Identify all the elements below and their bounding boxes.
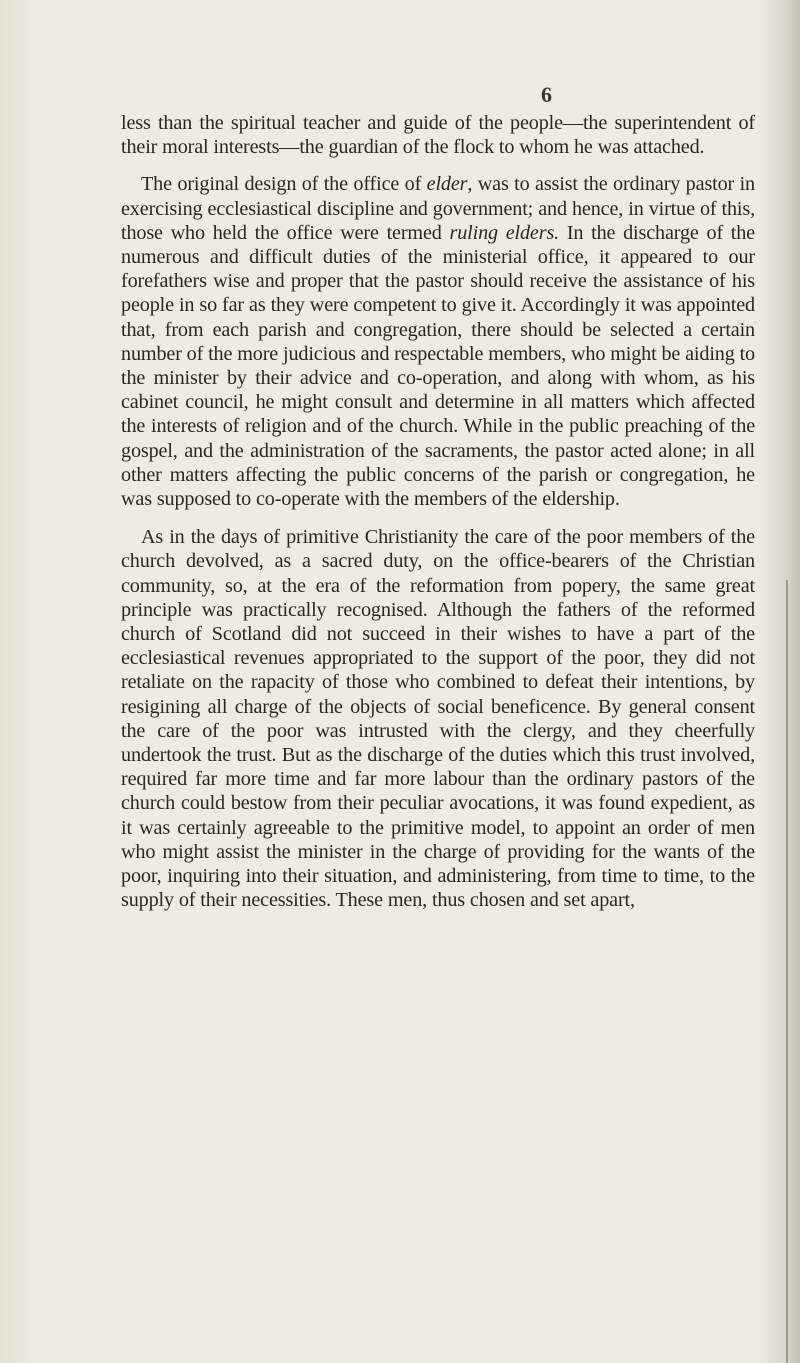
paragraph-care-of-poor: As in the days of primitive Christianity the care of the poor members of the church devolved, as a sacred duty, on the office-bearers of the Christian community, so, at the era of the reformation from popery, the same great principle was practically recognised. Although the fathers of the reformed church of Scotland did not succeed in their wishes to have a part of the ecclesiastical revenues appropriated to the support of the poor, they did not retaliate on the rapacity of those who combined to defeat their intentions, by resigining all charge of the objects of social beneficence. By general consent the care of the poor was intrusted with the clergy, and they cheerfully undertook the trust. But as the discharge of the duties which this trust involved, required far more time and far more labour than the ordinary pastors of the church could bestow from their peculiar avocations, it was found expedient, as it was certainly agreeable to the primitive model, to appoint an order of men who might assist the minister in the charge of providing for the wants of the poor, inquiring into their situation, and administering, from time to time, to the supply of their necessities. These men, thus chosen and set apart, [121, 526, 755, 912]
page-binding-shadow [756, 0, 800, 1363]
page-number: 6 [541, 82, 552, 107]
page-edge-line [786, 580, 788, 1363]
paragraph-text-segment: , was to assist the ordinary pastor in exercising ecclesiastical discipline and government; and hence, in virtue of this, those who held the office were termed [121, 173, 755, 244]
italic-term-elder: elder [426, 173, 468, 196]
body-text [121, 111, 755, 913]
paragraph-text-segment: In the discharge of the numerous and difficult duties of the ministerial office, it appeared to our forefathers wise and proper that the pastor should receive the assistance of his people in so far as they were competent to give it. Accordingly it was appointed that, from each parish and congregation, there should be selected a certain number of the more judicious and respectable members, who might be aiding to the minister by their advice and co-operation, and along with whom, as his cabinet council, he might consult and determine in all matters which affected the interests of religion and of the church. While in the public preaching of the gospel, and the administration of the sacraments, the pastor acted alone; in all other matters affecting the public concerns of the parish or congregation, he was supposed to co-operate with the members of the eldership. [121, 221, 755, 511]
paragraph-continued: less than the spiritual teacher and guide of the people—the superintendent of their moral interests—the guardian of the flock to whom he was attached. [121, 112, 755, 159]
paragraph-text-segment: The original design of the office of [141, 173, 427, 196]
italic-term-ruling-elders: ruling elders. [449, 221, 560, 244]
paragraph-elder-office [121, 172, 755, 511]
